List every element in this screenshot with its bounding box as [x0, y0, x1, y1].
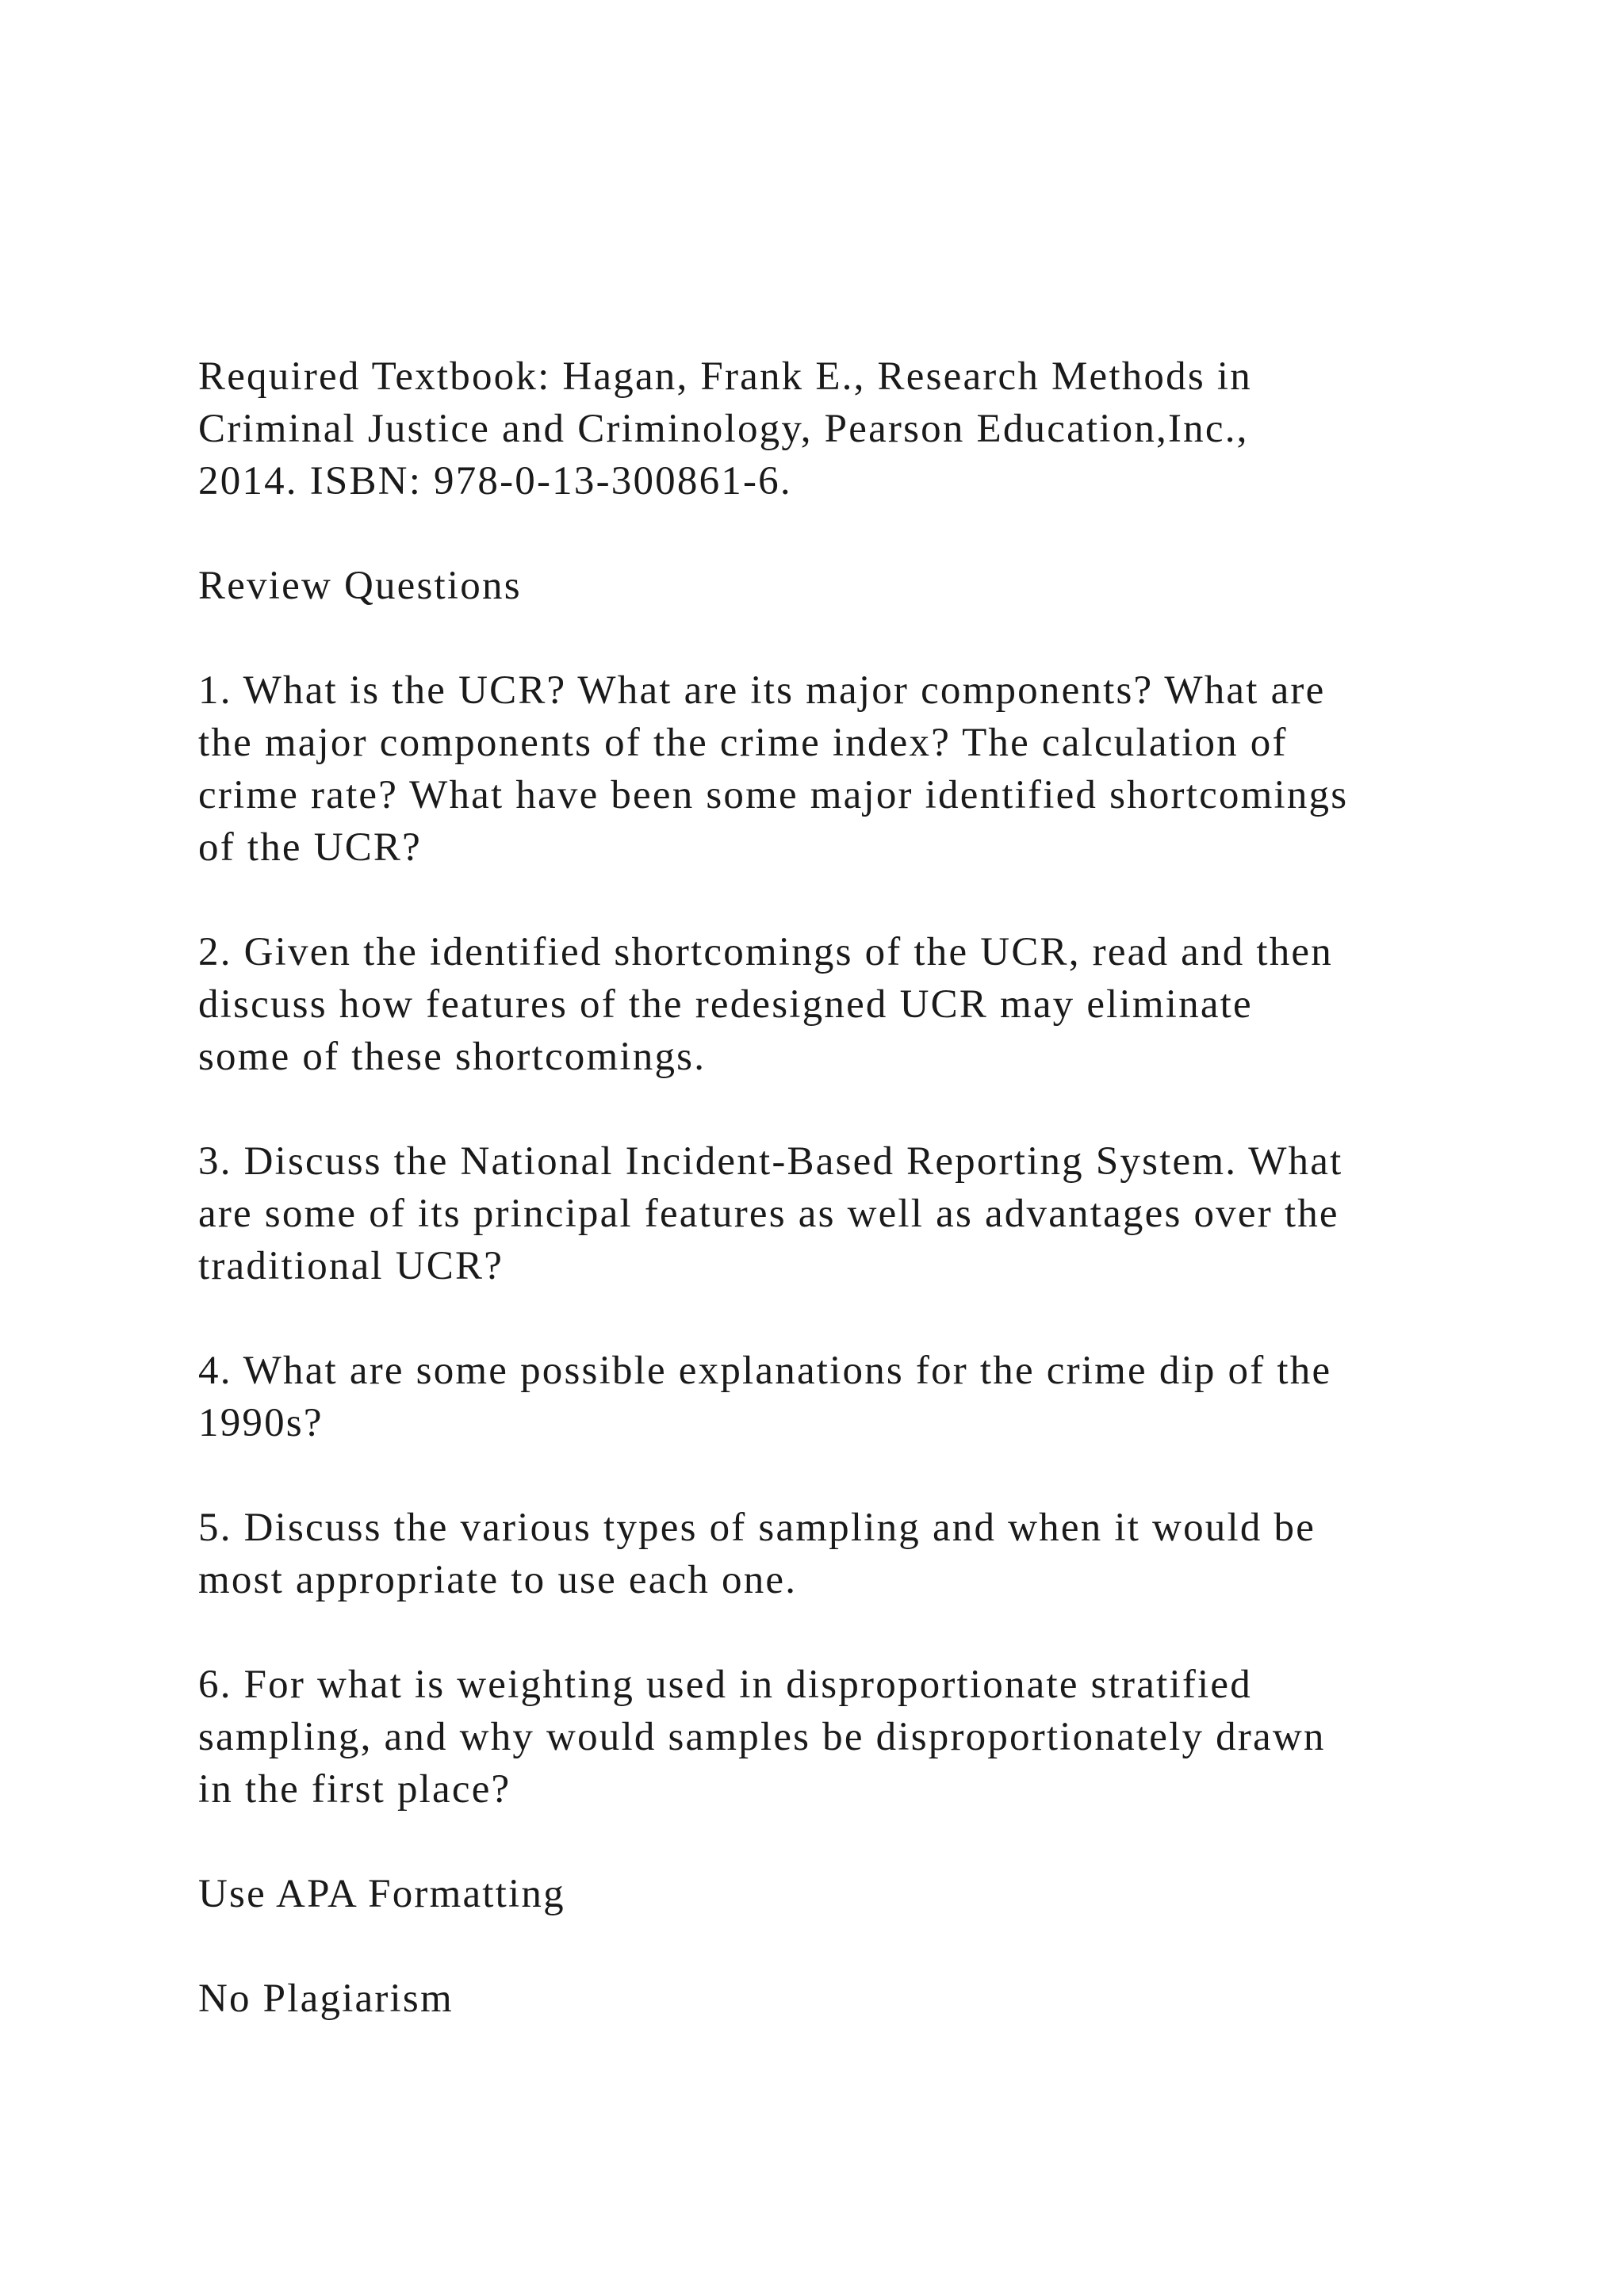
question-1: 1. What is the UCR? What are its major components? What are the major components of the crime index? The calculation of crime rate? What have been some major identified shortcomings of the UCR?: [198, 668, 1349, 870]
document-body: [198, 350, 1499, 2025]
plagiarism-note: No Plagiarism: [198, 1976, 454, 2021]
question-3: 3. Discuss the National Incident-Based Reporting System. What are some of its principal features as well as advantages over the traditional UCR?: [198, 1139, 1343, 1288]
formatting-note: Use APA Formatting: [198, 1872, 565, 1916]
textbook-citation: Required Textbook: Hagan, Frank E., Research Methods in Criminal Justice and Criminology, Pearson Education,Inc., 2014. ISBN: 978-0-13-300861-6.: [198, 354, 1252, 503]
question-5: 5. Discuss the various types of sampling and when it would be most appropriate to use each one.: [198, 1506, 1316, 1602]
section-heading: Review Questions: [198, 564, 522, 608]
question-4: 4. What are some possible explanations for the crime dip of the 1990s?: [198, 1349, 1332, 1445]
question-2: 2. Given the identified shortcomings of the UCR, read and then discuss how features of the redesigned UCR may eliminate some of these shortcomings.: [198, 930, 1333, 1079]
question-6: 6. For what is weighting used in disproportionate stratified sampling, and why would samples be disproportionately drawn in the first place?: [198, 1663, 1326, 1812]
